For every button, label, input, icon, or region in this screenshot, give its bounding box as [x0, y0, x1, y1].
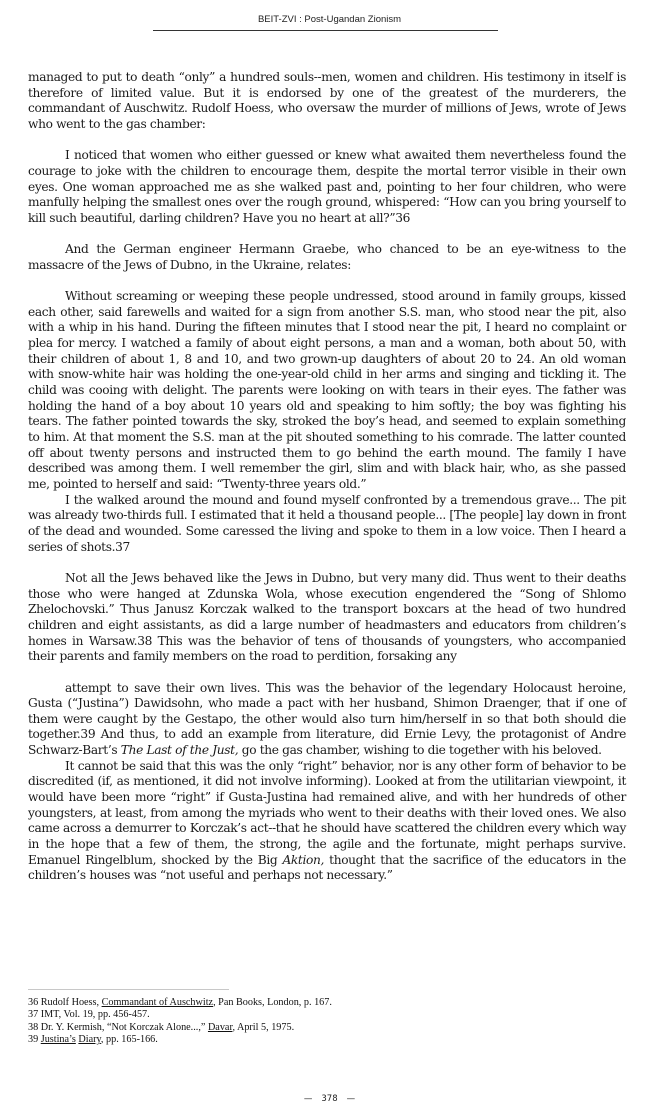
- text-run: I noticed that women who either guessed or knew what awaited them nevertheless found the courage to joke with the children to encourage them, despite the mortal terror visible in their own eyes. One woman approached me as she walked past and, pointing to her four children, who were manfully helping the smallest ones over the rough ground, whispered: “How can you bring yourself to kill such beautiful, darling children? Have you no heart at all?”36: [28, 148, 626, 225]
- footnote-separator: [28, 989, 229, 990]
- paragraph: [28, 759, 626, 884]
- text-run: Without screaming or weeping these people undressed, stood around in family groups, kissed each other, said farewells and waited for a sign from another S.S. man, who stood near the pit, also with a whip in his hand. During the fifteen minutes that I stood near the pit, I heard no complaint or plea for mercy. I watched a family of about eight persons, a man and a woman, both about 50, with their children of about 1, 8 and 10, and two grown-up daughters of about 20 to 24. An old woman with snow-white hair was holding the one-year-old child in her arms and singing and tickling it. The child was cooing with delight. The parents were looking on with tears in their eyes. The father was holding the hand of a boy about 10 years old and speaking to him softly; the boy was fighting his tears. The father pointed towards the sky, stroked the boy’s head, and seemed to explain something to him. At that moment the S.S. man at the pit shouted something to his comrade. The latter counted off about twenty persons and instructed them to go behind the earth mound. The family I have described was among them. I well remember the girl, slim and with black hair, who, as she passed me, pointed to herself and said: “Twenty-three years old.”: [28, 289, 626, 492]
- text-run: Not all the Jews behaved like the Jews in Dubno, but very many did. Thus went to their deaths those who were hanged at Zdunska Wola, whose execution engendered the “Song of Shlomo Zhelochovski.” Thus Janusz Korczak walked to the transport boxcars at the head of two hundred children and eight assistants, as did a large number of headmasters and educators from children’s homes in Warsaw.38 This was the behavior of tens of thousands of youngsters, who accompanied their parents and family members on the road to perdition, forsaking any: [28, 570, 626, 664]
- paragraph: [28, 242, 626, 273]
- footnotes: [28, 997, 358, 1047]
- footnote-36: [28, 997, 358, 1009]
- footnote-38: [28, 1022, 358, 1034]
- text-run: go the gas chamber, wishing to die together with his beloved.: [238, 743, 602, 758]
- paragraph: [28, 70, 626, 133]
- underlined-title: Commandant of Auschwitz: [101, 997, 214, 1008]
- dash-right: —: [346, 1094, 356, 1104]
- body-text: [28, 70, 626, 884]
- underlined-title: Davar: [207, 1021, 233, 1033]
- underlined-title: Diary: [78, 1034, 101, 1046]
- text-run: 37 IMT, Vol. 19, pp. 456-457.: [28, 1009, 150, 1021]
- text-run: , April 5, 1975.: [232, 1021, 295, 1033]
- text-run: 38 Dr. Y. Kermish, “Not Korczak Alone...,”: [28, 1021, 208, 1033]
- text-run: And the German engineer Hermann Graebe, who chanced to be an eye-witness to the massacre of the Jews of Dubno, in the Ukraine, relates:: [28, 242, 626, 272]
- text-run: I the walked around the mound and found myself confronted by a tremendous grave... The pit was already two-thirds full. I estimated that it held a thousand people... [The people] lay down in front of the dead and wounded. Some caressed the living and spoke to them in a low voice. Then I heard a series of shots.37: [28, 492, 626, 554]
- running-header: BEIT-ZVI : Post-Ugandan Zionism: [257, 14, 402, 25]
- text-run: attempt to save their own lives. This was the behavior of the legendary Holocaust heroine, Gusta (“Justina”) Dawidsohn, who made a pact with her husband, Shimon Draenger, that if one of them were caught by the Gestapo, the other would also turn him/herself in so that both should die together.39 And thus, to add an example from literature, did Ernie Levy, the protagonist of Andre Schwarz-Bart’s: [28, 680, 626, 758]
- footnote-37: [28, 1009, 358, 1021]
- page-number: 378: [321, 1094, 338, 1104]
- text-run: 36 Rudolf Hoess,: [28, 997, 102, 1008]
- text-run: 39: [28, 1034, 41, 1046]
- text-run: , pp. 165-166.: [100, 1034, 158, 1046]
- text-run: thought that the sacrifice of the educators in the children’s houses was “not useful and perhaps not necessary.”: [28, 852, 626, 883]
- paragraph: [28, 681, 626, 759]
- dash-left: —: [303, 1094, 313, 1104]
- italic-title: Aktion,: [282, 852, 325, 867]
- paragraph: [28, 571, 626, 665]
- text-run: managed to put to death “only” a hundred souls--men, women and children. His testimony in itself is therefore of limited value. But it is endorsed by one of the greatest of the murderers, the commandant of Auschwitz. Rudolf Hoess, who oversaw the murder of millions of Jews, wrote of Jews who went to the gas chamber:: [28, 70, 626, 131]
- italic-title: The Last of the Just,: [120, 743, 239, 758]
- text-run: , Pan Books, London, p. 167.: [213, 997, 332, 1008]
- block-quote-graebe: [28, 289, 626, 493]
- header-rule: [153, 30, 498, 31]
- block-quote-hoess: [28, 148, 626, 226]
- page-footer: [0, 1094, 659, 1104]
- text-run: It cannot be said that this was the only “right” behavior, nor is any other form of behavior to be discredited (if, as mentioned, it did not involve informing). Looked at from the utilitarian viewpoint, it would have been more “right” if Gusta-Justina had remained alive, and with her hundreds of other youngsters, at least, from among the myriads who went to their deaths with their loved ones. We also came across a demurrer to Korczak’s act--that he should have scattered the children every which way in the hope that a few of them, the strong, the agile and the fortunate, might perhaps survive. Emanuel Ringelblum, shocked by the Big: [28, 758, 626, 867]
- block-quote-graebe-continued: [28, 493, 626, 556]
- underlined-title: Justina’s: [40, 1034, 76, 1046]
- footnote-39: [28, 1034, 358, 1046]
